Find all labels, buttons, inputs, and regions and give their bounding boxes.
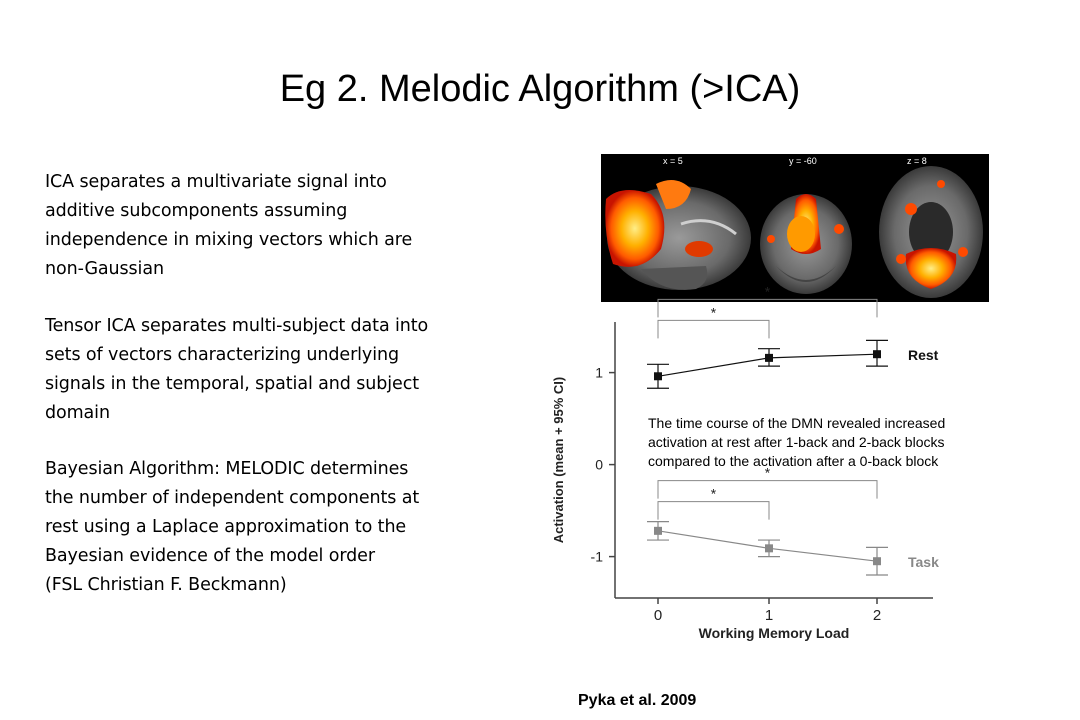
activation-chart xyxy=(535,283,965,645)
task-data-point xyxy=(873,557,881,565)
y-tick-label: 0 xyxy=(595,456,603,473)
y-tick-label: -1 xyxy=(590,548,603,565)
paragraph-line: additive subcomponents assuming xyxy=(45,201,348,221)
paragraph-line: ICA separates a multivariate signal into xyxy=(45,172,387,192)
brain-label: x = 5 xyxy=(663,156,683,166)
rest-significance-bracket xyxy=(658,320,769,338)
brain-label: z = 8 xyxy=(907,156,927,166)
x-tick-label: 0 xyxy=(653,607,663,624)
task-significance-label: * xyxy=(764,464,771,481)
task-significance-bracket xyxy=(658,502,769,520)
rest-data-point xyxy=(765,354,773,362)
y-axis-label: Activation (mean + 95% CI) xyxy=(551,376,566,544)
rest-significance-bracket xyxy=(658,299,877,317)
rest-data-point xyxy=(873,350,881,358)
task-data-point xyxy=(654,527,662,535)
rest-data-point xyxy=(654,372,662,380)
rest-significance-label: * xyxy=(710,304,717,321)
chart-caption xyxy=(648,414,978,471)
x-tick-label: 1 xyxy=(764,607,774,624)
task-significance-bracket xyxy=(658,481,877,499)
rest-significance-label: * xyxy=(764,283,771,300)
slide-title: Eg 2. Melodic Algorithm (>ICA) xyxy=(279,68,801,110)
paragraph-line: the number of independent components at xyxy=(45,488,420,508)
brain-activation-image xyxy=(601,154,989,302)
paragraph-line: Bayesian evidence of the model order xyxy=(45,546,375,566)
x-axis-label: Working Memory Load xyxy=(698,625,850,641)
caption-line: activation at rest after 1-back and 2-back blocks xyxy=(648,434,945,450)
brain-label: y = -60 xyxy=(789,156,817,166)
task-significance-label: * xyxy=(710,485,717,502)
rest-legend-label: Rest xyxy=(908,347,939,364)
caption-line: compared to the activation after a 0-back block xyxy=(648,453,939,469)
paragraph-line: domain xyxy=(45,403,110,423)
y-tick-label: 1 xyxy=(595,364,603,381)
paragraph-bayesian xyxy=(45,455,490,600)
axial-slice xyxy=(879,166,983,298)
paragraph-tensor-ica xyxy=(45,312,490,428)
paragraph-line: Bayesian Algorithm: MELODIC determines xyxy=(45,459,409,479)
paragraph-line: non-Gaussian xyxy=(45,259,164,279)
citation: Pyka et al. 2009 xyxy=(578,692,697,709)
paragraph-line: independence in mixing vectors which are xyxy=(45,230,413,250)
paragraph-line: rest using a Laplace approximation to the xyxy=(45,517,407,537)
x-tick-label: 2 xyxy=(872,607,882,624)
task-data-point xyxy=(765,544,773,552)
paragraph-line: Tensor ICA separates multi-subject data into xyxy=(45,316,429,336)
caption-line: The time course of the DMN revealed increased xyxy=(648,415,946,431)
paragraph-line: sets of vectors characterizing underlying xyxy=(45,345,399,365)
paragraph-line: signals in the temporal, spatial and subject xyxy=(45,374,419,394)
paragraph-line: (FSL Christian F. Beckmann) xyxy=(45,575,287,595)
coronal-slice xyxy=(760,194,852,294)
paragraph-ica xyxy=(45,168,490,284)
task-legend-label: Task xyxy=(908,554,939,571)
